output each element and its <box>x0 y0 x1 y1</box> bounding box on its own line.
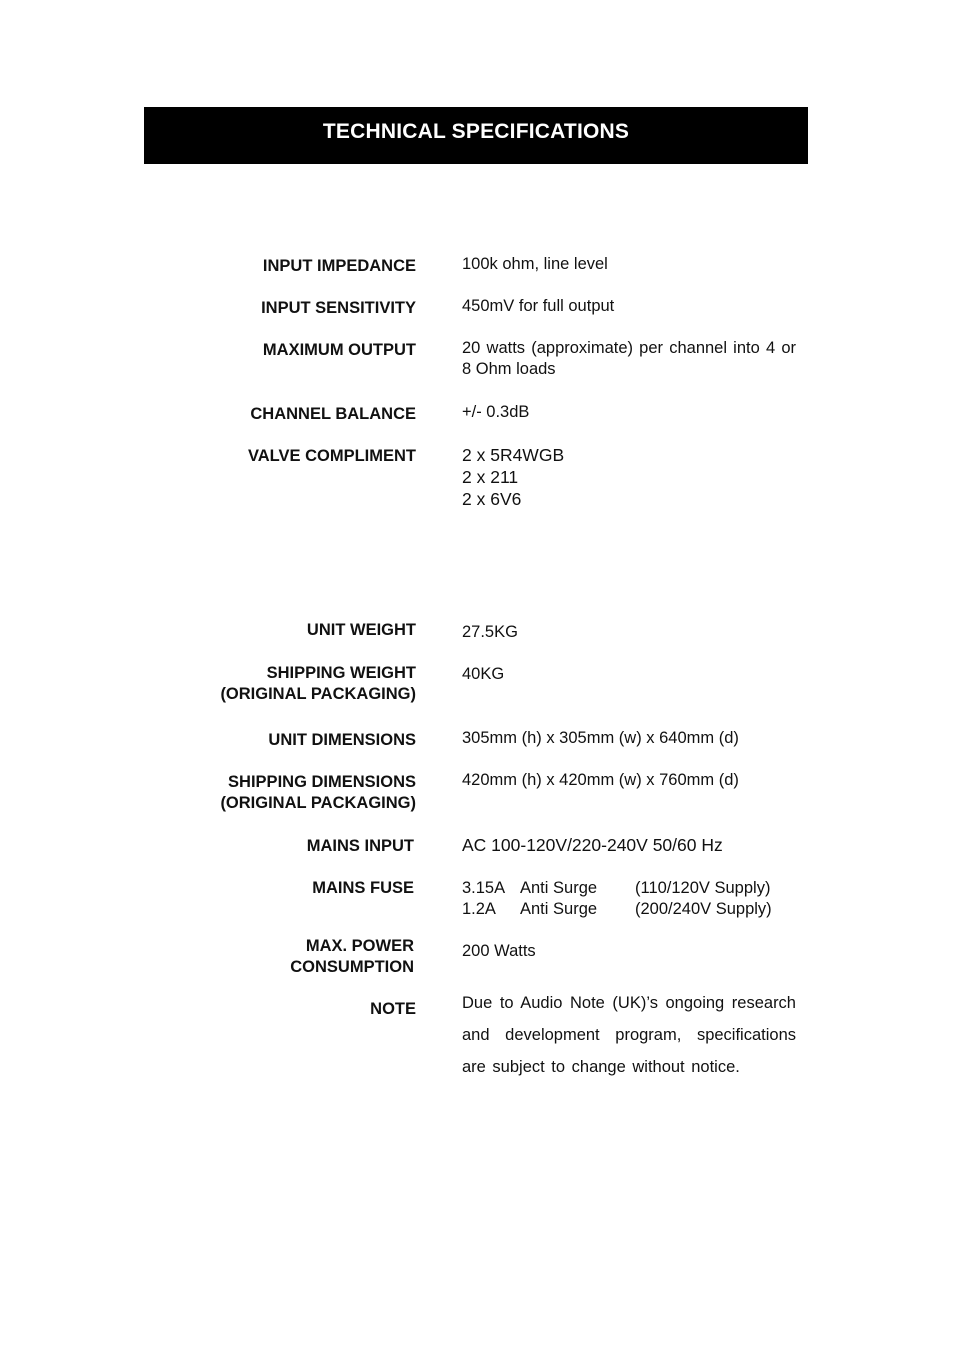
spec-label-line: (ORIGINAL PACKAGING) <box>220 685 416 703</box>
fuse-type: Anti Surge <box>520 900 598 918</box>
valve-item: 2 x 5R4WGB <box>462 445 565 465</box>
spec-label-line: CONSUMPTION <box>290 958 414 976</box>
spec-label <box>156 772 416 814</box>
spec-label: VALVE COMPLIMENT <box>247 447 416 465</box>
spec-label-line: SHIPPING DIMENSIONS <box>228 773 416 791</box>
spec-value: 450mV for full output <box>462 297 615 315</box>
fuse-supply: (110/120V Supply) <box>635 879 771 897</box>
fuse-table <box>462 878 796 920</box>
spec-label-line: MAX. POWER <box>305 937 414 955</box>
fuse-row <box>462 878 796 899</box>
spec-label: MAINS FUSE <box>312 879 414 897</box>
spec-value: 27.5KG <box>462 623 518 641</box>
spec-label: NOTE <box>370 1000 416 1018</box>
page-title: TECHNICAL SPECIFICATIONS <box>144 107 808 164</box>
spec-label-line: SHIPPING WEIGHT <box>266 664 416 682</box>
spec-label: MAINS INPUT <box>306 837 414 855</box>
spec-label: MAXIMUM OUTPUT <box>262 341 416 359</box>
spec-value: 420mm (h) x 420mm (w) x 760mm (d) <box>462 771 739 789</box>
spec-value: 305mm (h) x 305mm (w) x 640mm (d) <box>462 729 739 747</box>
spec-value: +/- 0.3dB <box>462 403 530 421</box>
fuse-type: Anti Surge <box>520 879 598 897</box>
spec-value: 200 Watts <box>462 942 536 960</box>
spec-label: INPUT IMPEDANCE <box>262 257 416 275</box>
spec-value: 20 watts (approximate) per channel into 4 or 8 Ohm loads <box>462 339 796 378</box>
fuse-rating: 3.15A <box>462 879 506 897</box>
fuse-rating: 1.2A <box>462 900 496 918</box>
spec-label <box>154 936 414 978</box>
spec-label: CHANNEL BALANCE <box>250 405 416 423</box>
spec-value-list <box>462 444 796 510</box>
spec-label-line: (ORIGINAL PACKAGING) <box>220 794 416 812</box>
fuse-row <box>462 899 796 920</box>
spec-label: UNIT WEIGHT <box>306 621 416 639</box>
valve-item: 2 x 6V6 <box>462 489 522 509</box>
spec-label: UNIT DIMENSIONS <box>268 731 416 749</box>
fuse-supply: (200/240V Supply) <box>635 900 772 918</box>
note-text: Due to Audio Note (UK)’s ongoing research and development program, specifications are subject to change without notice. <box>462 994 796 1076</box>
spec-label <box>156 663 416 705</box>
valve-item: 2 x 211 <box>462 467 519 487</box>
spec-value: 40KG <box>462 665 505 683</box>
spec-value: AC 100-120V/220-240V 50/60 Hz <box>462 835 723 855</box>
spec-label: INPUT SENSITIVITY <box>261 299 416 317</box>
spec-value: 100k ohm, line level <box>462 255 608 273</box>
